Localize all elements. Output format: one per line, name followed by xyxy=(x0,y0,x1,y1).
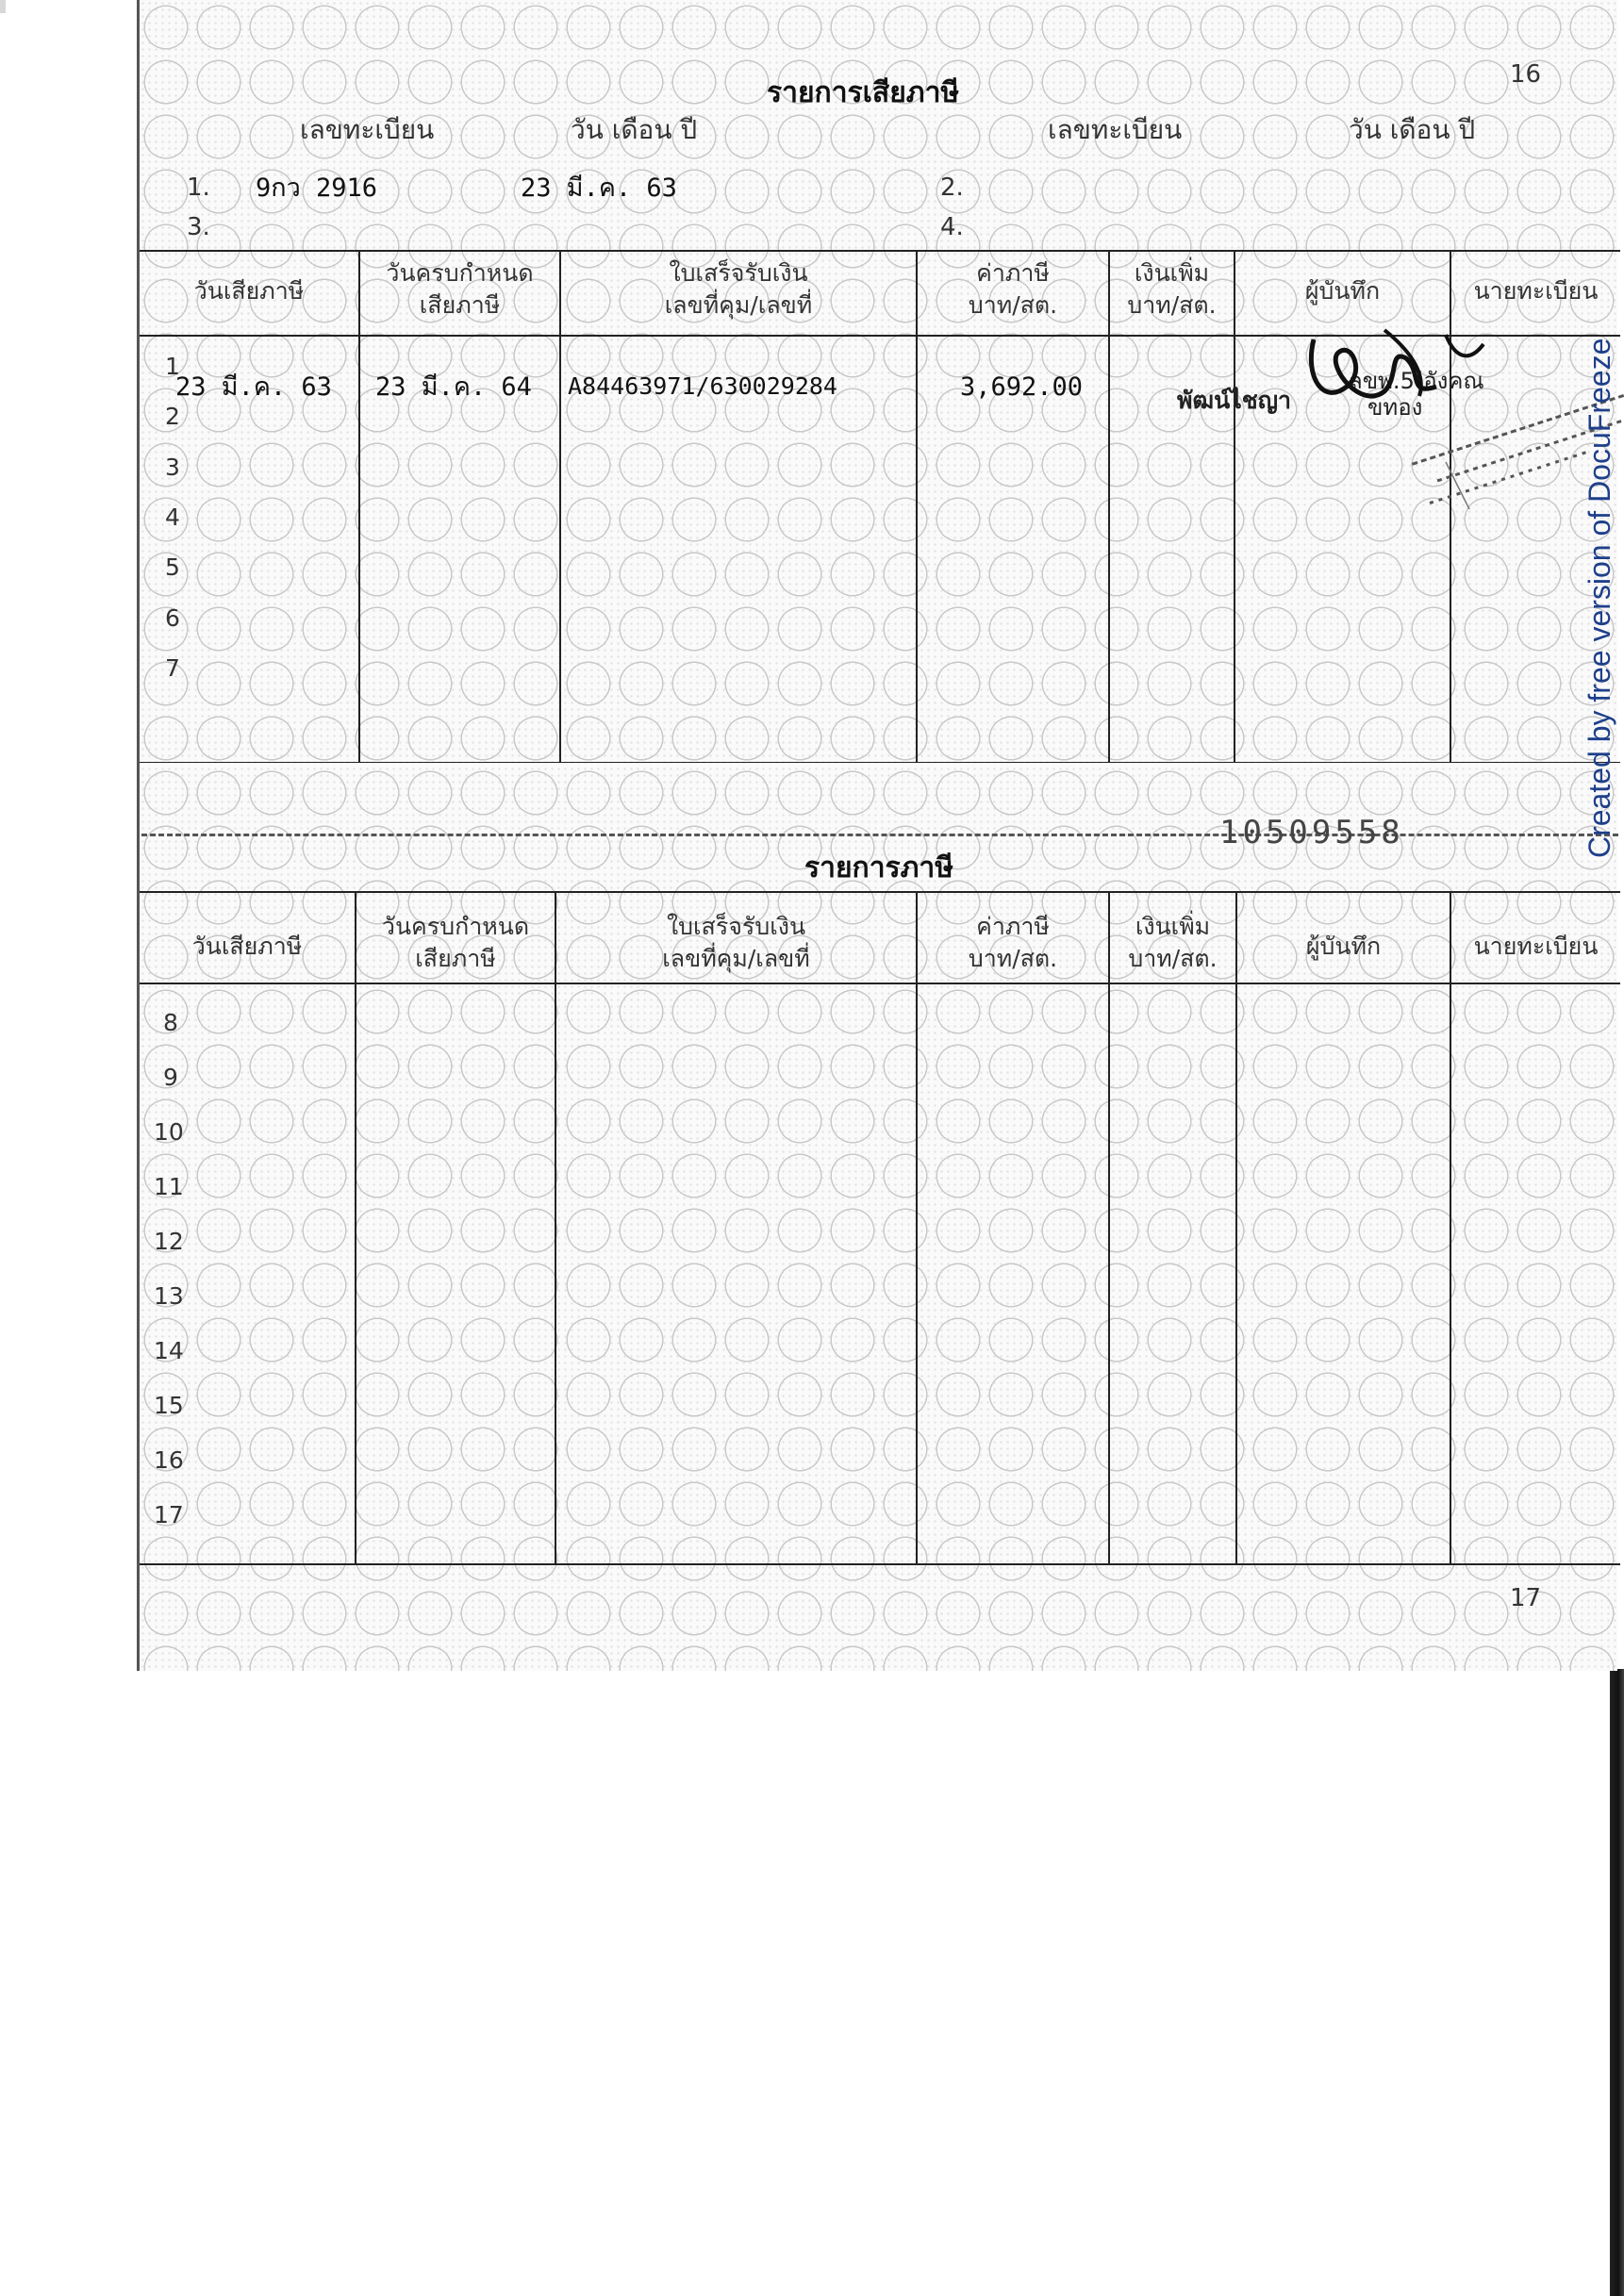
row1-recorder-line1: ลขพ.5(อังคณ xyxy=(1349,368,1484,394)
table2-col-divider-5 xyxy=(1235,891,1237,1563)
table2-bottom-rule xyxy=(140,1563,1620,1565)
entry-1-date: 23 มี.ค. 63 xyxy=(521,173,677,203)
scan-edge-mark xyxy=(0,0,6,13)
row1-receipt-number: A84463971/630029284 xyxy=(568,372,837,400)
table1-col-divider-5 xyxy=(1234,250,1235,762)
table2-header-receipt-1: ใบเสร็จรับเงิน xyxy=(666,913,806,940)
row1-due-date: 23 มี.ค. 64 xyxy=(375,372,532,402)
table2-header-tax-2: บาท/สต. xyxy=(968,945,1058,972)
table1-col-divider-1 xyxy=(358,250,360,762)
table1-col-divider-3 xyxy=(916,250,918,762)
table2-header-due-date-2: เสียภาษี xyxy=(415,945,496,972)
table1-bottom-rule xyxy=(140,762,1620,763)
entry-4-number: 4. xyxy=(940,213,964,241)
table1-header-surcharge-1: เงินเพิ่ม xyxy=(1134,259,1210,287)
signature-stamp-image xyxy=(1295,321,1624,509)
table1-top-rule xyxy=(140,250,1620,252)
table1-header-tax-1: ค่าภาษี xyxy=(976,259,1050,287)
table1-col-divider-4 xyxy=(1108,250,1110,762)
table1-row-number: 2 xyxy=(165,403,180,430)
row1-tax-date: 23 มี.ค. 63 xyxy=(175,372,332,402)
entry-1-registration: 9กว 2916 xyxy=(256,173,378,203)
page-number-bottom: 17 xyxy=(1510,1584,1542,1612)
table2-header-receipt-2: เลขที่คุม/เลขที่ xyxy=(662,945,810,972)
table2-header-registrar: นายทะเบียน xyxy=(1473,933,1599,960)
reg-header-left: เลขทะเบียน xyxy=(300,114,435,145)
table1-header-tax-2: บาท/สต. xyxy=(968,291,1058,319)
table1-row-number: 5 xyxy=(165,553,180,581)
table1-header-receipt-1: ใบเสร็จรับเงิน xyxy=(669,259,808,287)
page-number-top: 16 xyxy=(1510,60,1542,89)
table2-header-surcharge-2: บาท/สต. xyxy=(1128,945,1218,972)
table2-header-recorder: ผู้บันทึก xyxy=(1305,933,1382,960)
table2-header-surcharge-1: เงินเพิ่ม xyxy=(1135,913,1211,940)
date-header-right: วัน เดือน ปี xyxy=(1349,114,1476,145)
table2-col-divider-2 xyxy=(555,891,556,1563)
table2-col-divider-1 xyxy=(355,891,356,1563)
table1-header-due-date-2: เสียภาษี xyxy=(419,291,501,319)
table2-row-number: 14 xyxy=(154,1337,184,1364)
table1-header-tax-date: วันเสียภาษี xyxy=(193,277,305,305)
table2-row-number: 8 xyxy=(163,1009,178,1036)
table2-col-divider-3 xyxy=(916,891,918,1563)
table2-col-divider-6 xyxy=(1450,891,1451,1563)
date-header-left: วัน เดือน ปี xyxy=(571,114,698,145)
table2-top-rule xyxy=(140,891,1620,893)
table2-col-divider-4 xyxy=(1108,891,1110,1563)
table2-row-number: 13 xyxy=(154,1282,184,1310)
serial-number: 10509558 xyxy=(1219,814,1404,851)
table1-row-number: 1 xyxy=(165,353,180,380)
table1-header-registrar: นายทะเบียน xyxy=(1473,277,1599,305)
document-page xyxy=(137,0,1617,1671)
table1-header-recorder: ผู้บันทึก xyxy=(1304,277,1381,305)
table2-row-number: 11 xyxy=(154,1173,184,1200)
table1-row-number: 7 xyxy=(165,654,180,682)
table2-row-number: 17 xyxy=(154,1501,184,1528)
reg-header-right: เลขทะเบียน xyxy=(1048,114,1183,145)
entry-1-number: 1. xyxy=(187,173,210,202)
row1-recorder-line2: พัฒน์ไชญา xyxy=(1177,387,1292,414)
table2-row-number: 10 xyxy=(154,1118,184,1146)
row1-recorder-line3: ขทอง xyxy=(1367,394,1423,421)
table2-row-number: 9 xyxy=(163,1064,178,1091)
table1-row-number: 4 xyxy=(165,504,180,531)
row1-tax-amount: 3,692.00 xyxy=(960,372,1084,402)
table2-header-tax-date: วันเสียภาษี xyxy=(191,933,303,960)
table2-header-tax-1: ค่าภาษี xyxy=(976,913,1050,940)
table1-row-number: 3 xyxy=(165,454,180,481)
table2-row-number: 12 xyxy=(154,1228,184,1255)
entry-3-number: 3. xyxy=(187,213,210,241)
table1-header-due-date-1: วันครบกำหนด xyxy=(386,259,534,287)
entry-2-number: 2. xyxy=(940,173,964,202)
section1-title: รายการเสียภาษี xyxy=(767,76,960,109)
section2-title: รายการภาษี xyxy=(804,851,954,884)
docufreeze-watermark: Created by free version of DocuFreeze xyxy=(1583,338,1616,858)
table2-header-due-date-1: วันครบกำหนด xyxy=(381,913,530,940)
table2-row-number: 15 xyxy=(154,1392,184,1419)
scan-edge-shadow xyxy=(1605,1669,1624,2296)
table1-header-receipt-2: เลขที่คุม/เลขที่ xyxy=(664,291,813,319)
table1-row-number: 6 xyxy=(165,604,180,632)
table2-row-number: 16 xyxy=(154,1446,184,1474)
table1-header-surcharge-2: บาท/สต. xyxy=(1127,291,1217,319)
table2-header-rule xyxy=(140,983,1620,984)
table1-col-divider-2 xyxy=(559,250,561,762)
